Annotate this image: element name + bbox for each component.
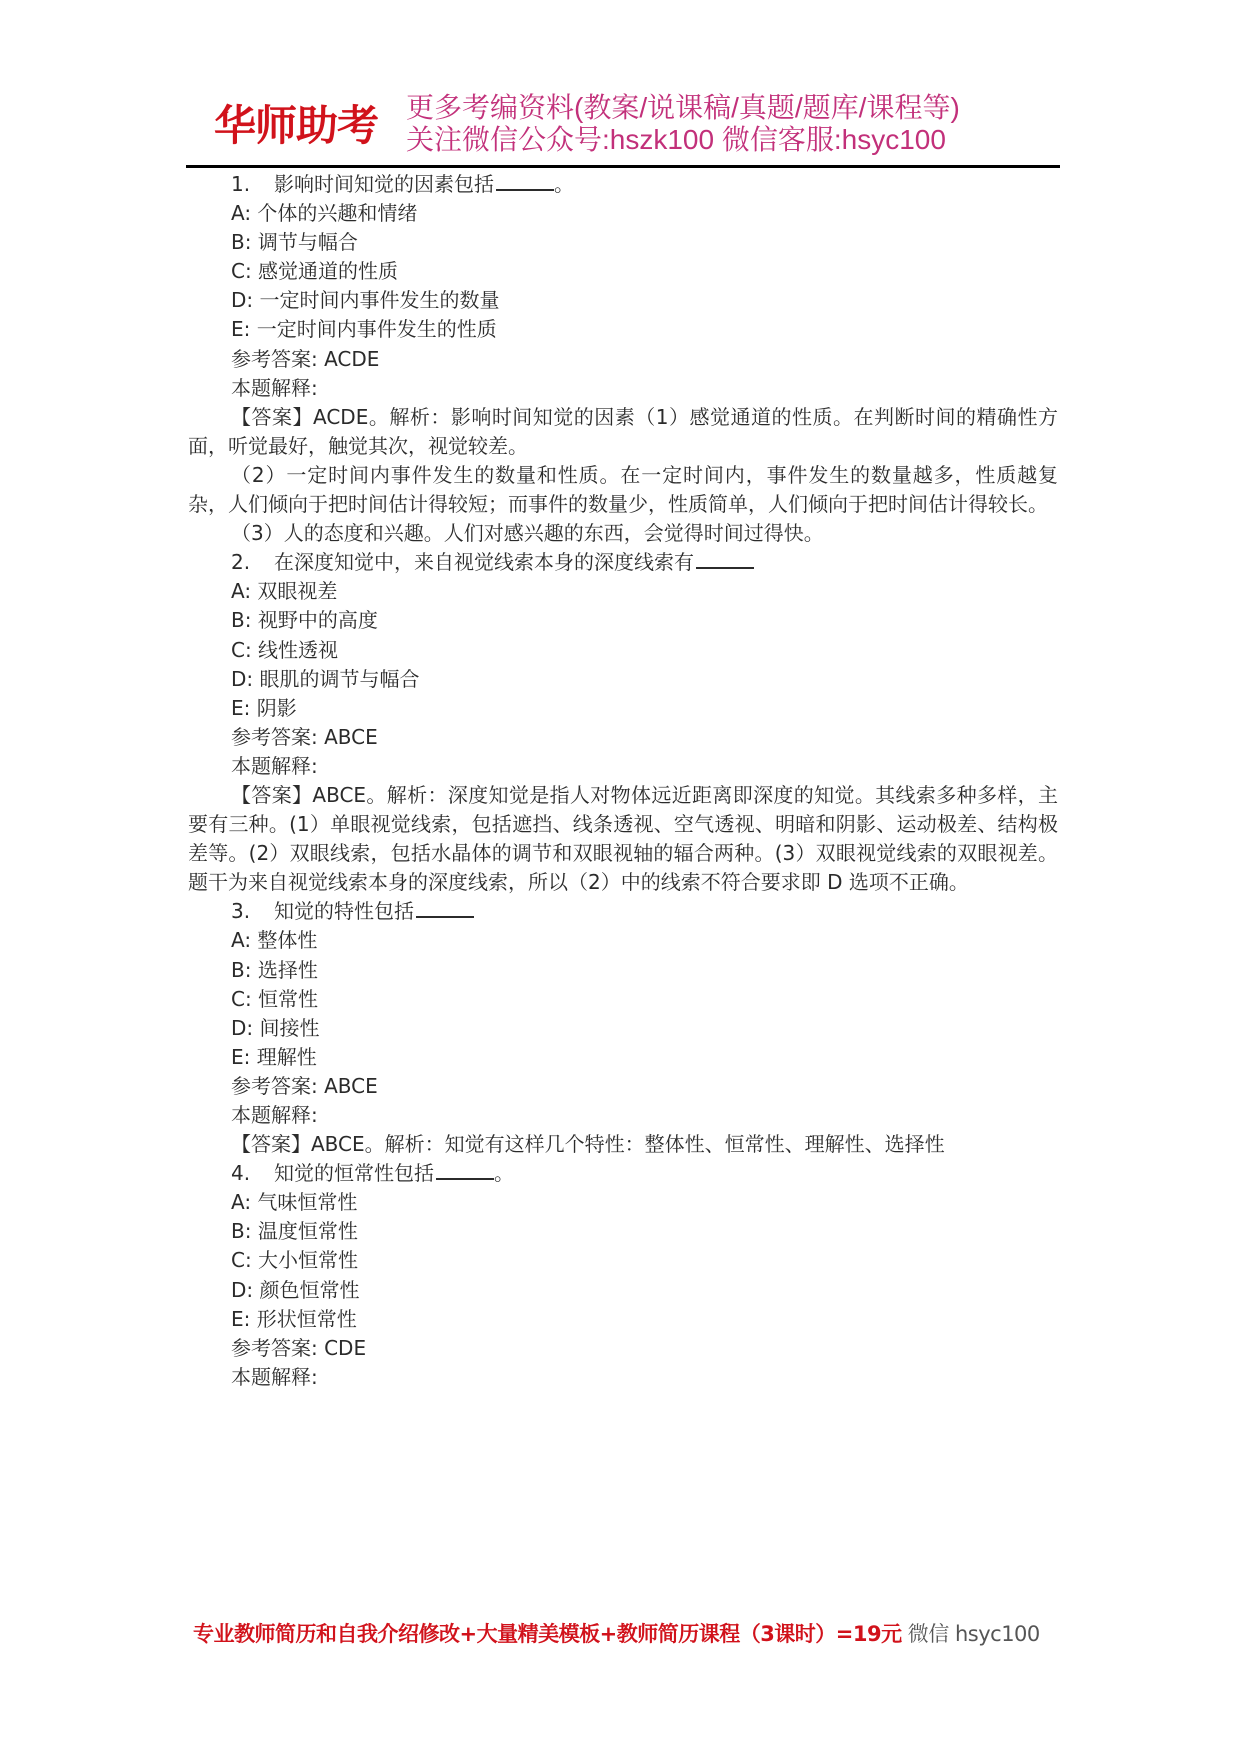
question-stem: 3. 知觉的特性包括 [188,897,1058,926]
option-d: D: 一定时间内事件发生的数量 [231,288,500,313]
explanation-label: 本题解释: [231,1364,318,1389]
page-header [214,92,1054,162]
option-b: B: 温度恒常性 [231,1219,358,1244]
explanation-label: 本题解释: [231,1103,318,1127]
explanation-paragraph: 【答案】ABCE。解析：知觉有这样几个特性：整体性、恒常性、理解性、选择性 [231,1132,945,1157]
option-b: B: 选择性 [231,957,318,982]
option-c: C: 恒常性 [231,986,319,1011]
option-a: A: 整体性 [231,928,318,953]
question-stem: 1. 影响时间知觉的因素包括 。 [231,172,574,196]
question-stem: 4. 知觉的恒常性包括 。 [231,1161,514,1186]
option-a: A: 气味恒常性 [231,1190,358,1215]
option-e: E: 一定时间内事件发生的性质 [231,317,497,342]
option-d: D: 颜色恒常性 [231,1277,360,1302]
footer-promo [193,1618,1040,1648]
answer-blank [416,898,474,918]
option-d: D: 眼肌的调节与幅合 [231,666,420,691]
answer-blank [496,171,554,191]
reference-answer: 参考答案: ABCE [231,724,378,749]
answer-blank [436,1160,494,1180]
option-b: B: 视野中的高度 [231,608,378,633]
brand-logo: 华师助考 [214,101,379,150]
option-c: C: 大小恒常性 [231,1248,359,1273]
explanation-paragraph: （2）一定时间内事件发生的数量和性质。在一定时间内，事件发生的数量越多，性质越复杂，人们倾向于把时间估计得较短；而事件的数量少，性质简单，人们倾向于把时间估计得较长。 [188,462,1058,517]
reference-answer: 参考答案: ABCE [231,1073,378,1098]
explanation-paragraph: 【答案】ABCE。解析：深度知觉是指人对物体远近距离即深度的知觉。其线索多种多样，主要有三种。(1）单眼视觉线索，包括遮挡、线条透视、空气透视、明暗和阴影、运动极差、结构极差等。(2）双眼线索，包括水晶体的调节和双眼视轴的辐合两种。(3）双眼视觉线索的双眼视差。题干为来自视觉线索本身的深度线索，所以（2）中的线索不符合要求即 D 选项不正确。 [188,782,1058,895]
option-e: E: 理解性 [231,1044,317,1069]
reference-answer: 参考答案: CDE [231,1335,367,1360]
header-divider [186,165,1060,168]
promo-line-2: 关注微信公众号:hszk100 微信客服:hsyc100 [406,124,946,155]
option-e: E: 阴影 [231,695,297,720]
option-e: E: 形状恒常性 [231,1306,357,1331]
footer-wechat: 微信 hsyc100 [901,1622,1040,1646]
option-d: D: 间接性 [231,1015,320,1040]
footer-promo-text: 专业教师简历和自我介绍修改+大量精美模板+教师简历课程（3课时）=19元 [193,1622,902,1646]
option-c: C: 感觉通道的性质 [231,259,399,284]
header-promo [406,92,960,156]
option-b: B: 调节与幅合 [231,230,358,255]
explanation-paragraph: （3）人的态度和兴趣。人们对感兴趣的东西，会觉得时间过得快。 [231,521,824,546]
explanation-label: 本题解释: [231,375,318,400]
option-c: C: 线性透视 [231,637,339,662]
option-a: A: 双眼视差 [231,579,338,604]
question-list [188,170,1058,1392]
question-stem: 2. 在深度知觉中，来自视觉线索本身的深度线索有 [188,548,1058,577]
answer-blank [696,549,754,569]
reference-answer: 参考答案: ACDE [231,346,380,371]
explanation-paragraph: 【答案】ACDE。解析：影响时间知觉的因素（1）感觉通道的性质。在判断时间的精确性方面，听觉最好，触觉其次，视觉较差。 [188,404,1058,458]
explanation-label: 本题解释: [231,753,318,778]
option-a: A: 个体的兴趣和情绪 [231,201,418,226]
promo-line-1: 更多考编资料(教案/说课稿/真题/题库/课程等) [406,92,960,123]
